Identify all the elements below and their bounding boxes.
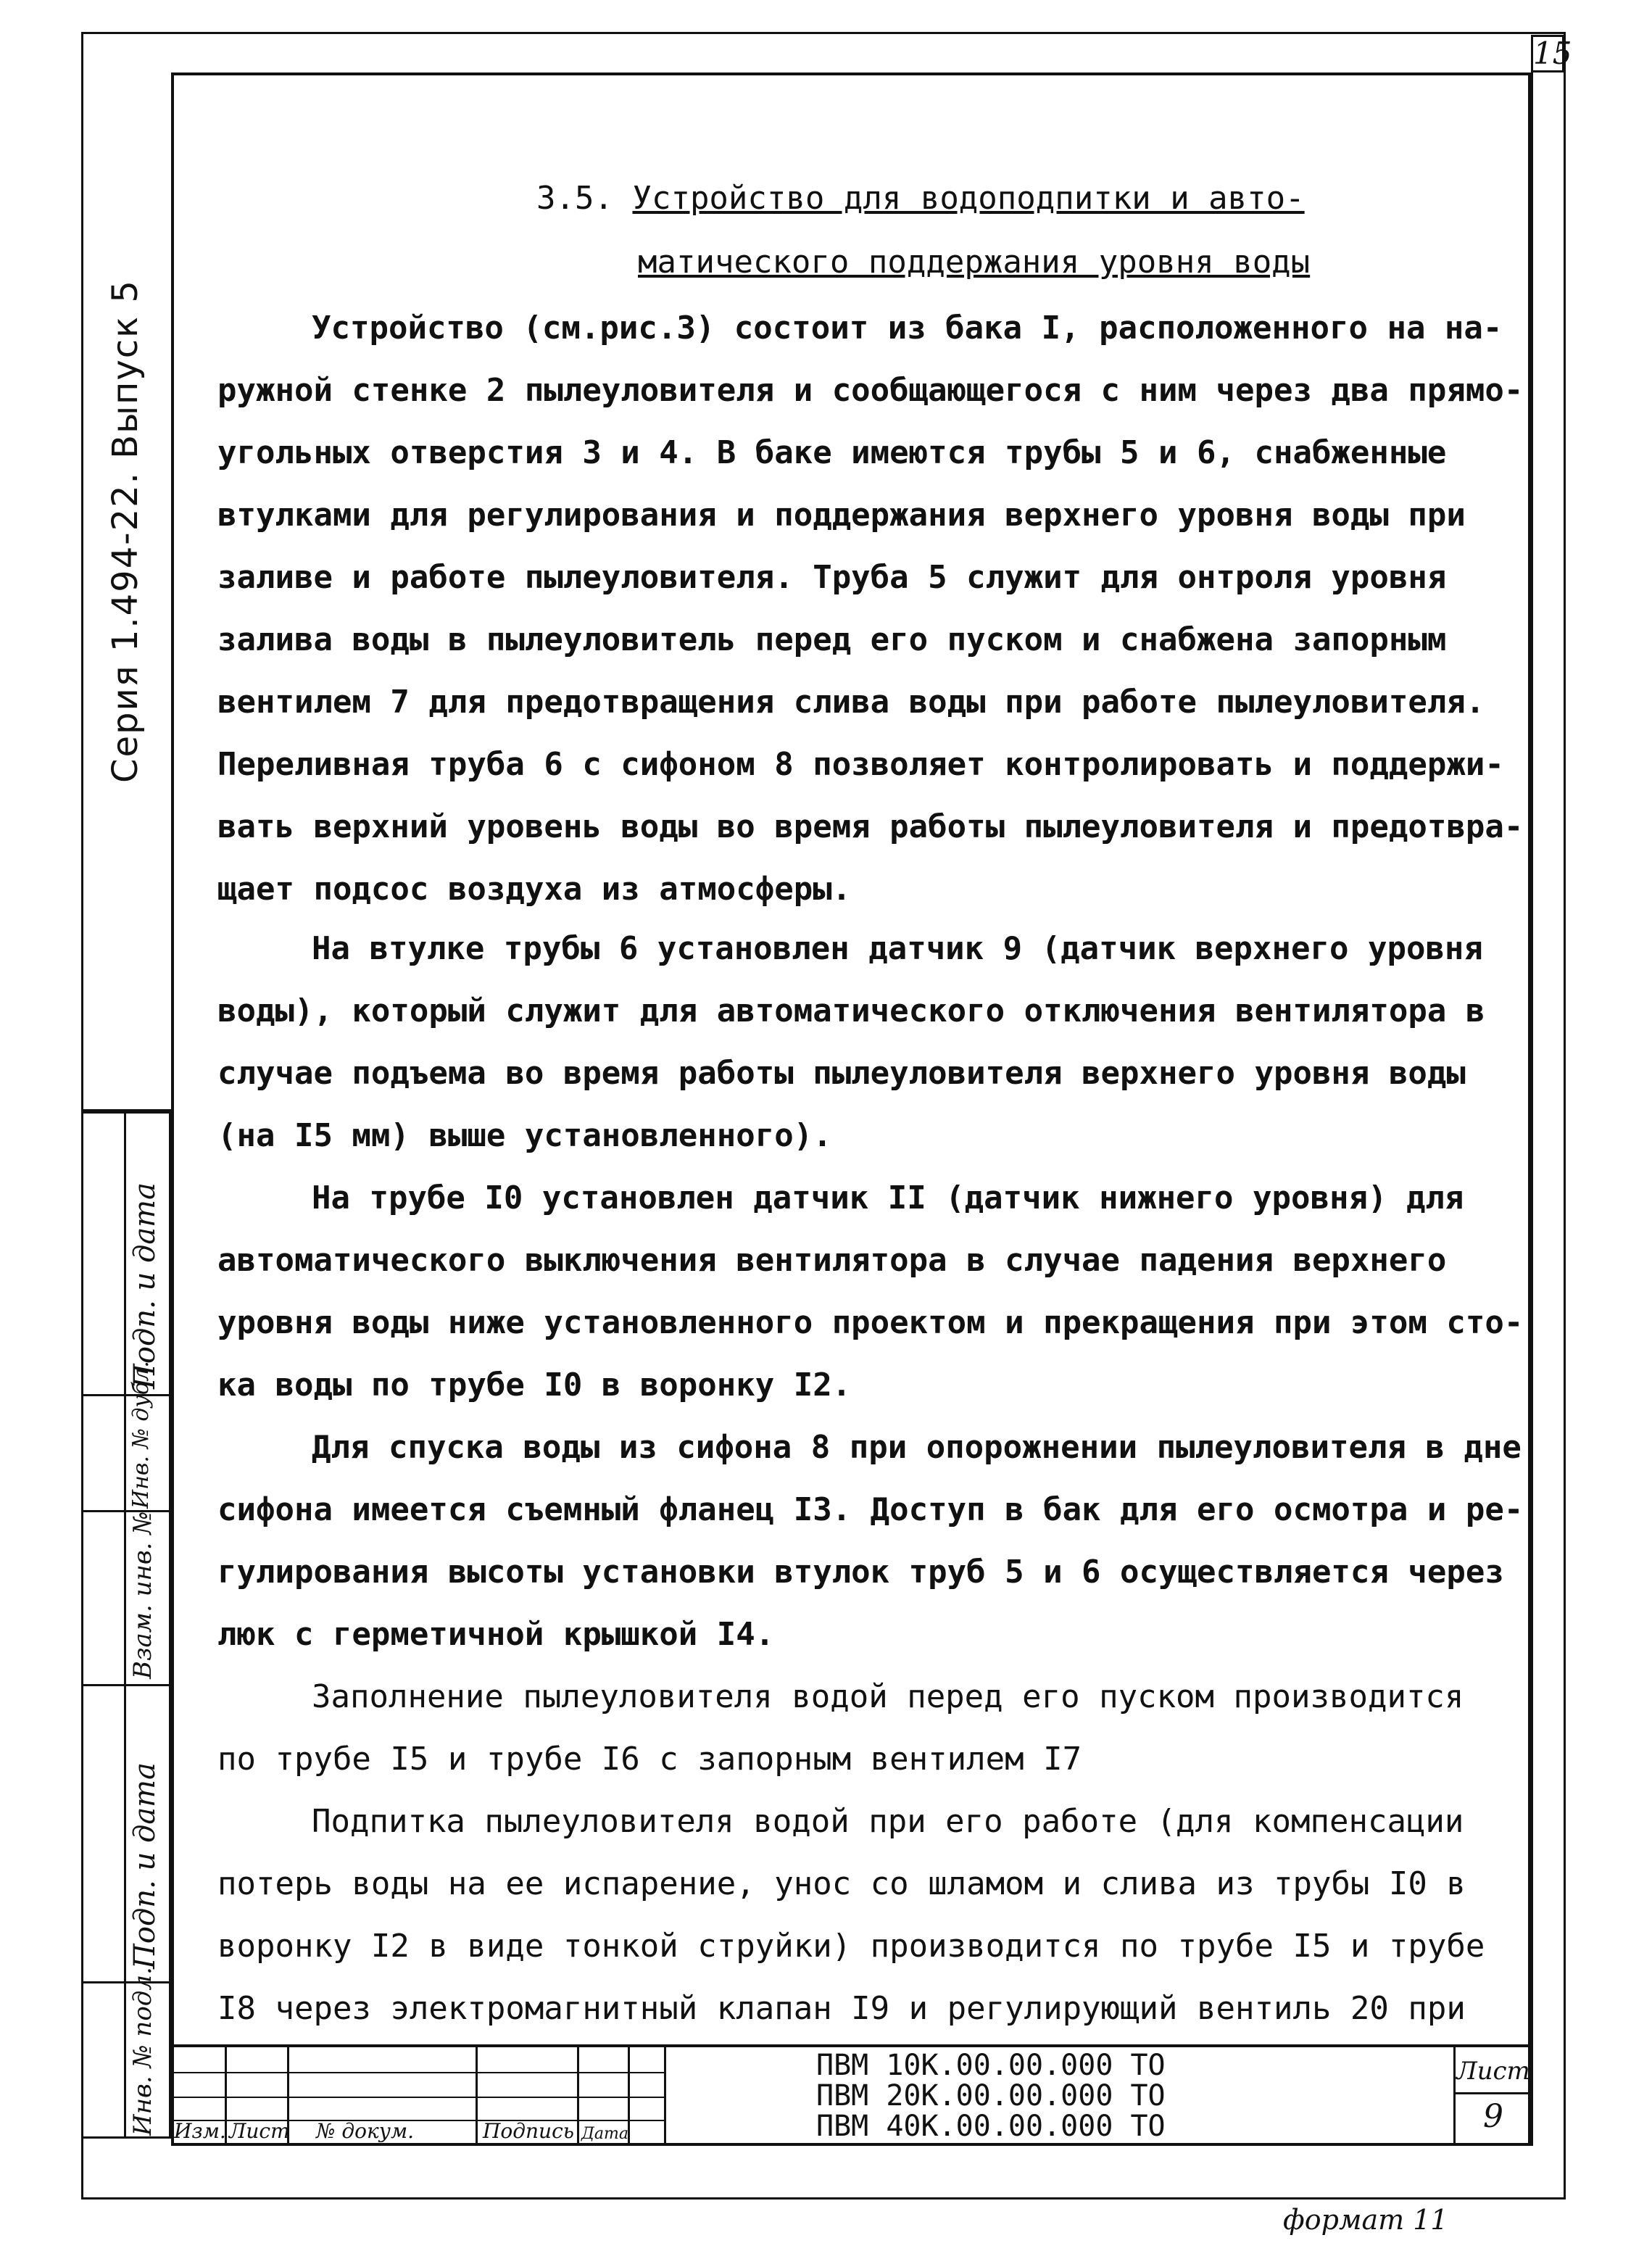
label-revision: Изм.	[174, 2119, 226, 2143]
text-line: Переливная труба 6 с сифоном 8 позволяет контролировать и поддержи-	[217, 746, 1504, 783]
side-cell-3	[83, 1510, 173, 1684]
text-line: Устройство (см.рис.3) состоит из бака I, расположенного на на-	[312, 310, 1503, 347]
side-stamp	[81, 1109, 171, 2139]
format-label: формат 11	[1283, 2204, 1448, 2236]
side-cell-4	[83, 1684, 173, 1981]
side-cell-1	[83, 1111, 173, 1394]
label-date: Дата	[581, 2125, 628, 2143]
document-codes	[816, 2050, 1166, 2142]
sheet-box	[1453, 2047, 1531, 2146]
section-title-line1: Устройство для водоподпитки и авто-	[632, 180, 1305, 217]
text-line: Для спуска воды из сифона 8 при опорожнении пылеуловителя в дне	[312, 1429, 1522, 1466]
text-line: сифона имеется съемный фланец I3. Доступ в бак для его осмотра и ре-	[217, 1491, 1524, 1528]
sheet-number: 9	[1483, 2098, 1503, 2135]
paragraph-4	[217, 1417, 1524, 1666]
text-line: угольных отверстия 3 и 4. В баке имеются трубы 5 и 6, снабженные	[217, 434, 1447, 471]
revision-grid	[171, 2047, 664, 2146]
page-mark: 15	[1531, 35, 1564, 72]
text-line: На трубе I0 установлен датчик II (датчик нижнего уровня) для	[312, 1179, 1464, 1216]
side-cell-2	[83, 1361, 173, 1510]
text-line: по трубе I5 и трубе I6 с запорным вентилем I7	[217, 1741, 1082, 1778]
paragraph-1	[217, 297, 1524, 921]
grid-line	[171, 2072, 664, 2073]
paragraph-3	[217, 1167, 1524, 1417]
document-code: ПВМ 20К.00.00.000 ТО	[816, 2079, 1166, 2113]
text-line: Подпитка пылеуловителя водой при его работе (для компенсации	[312, 1803, 1464, 1840]
paragraph-6	[217, 1791, 1508, 2040]
side-cell-label: Инв. № дубл.	[128, 1361, 154, 1509]
text-line: Заполнение пылеуловителя водой перед его пуском производится	[312, 1678, 1464, 1715]
grid-line	[476, 2047, 478, 2146]
text-line: случае подъема во время работы пылеуловителя верхнего уровня воды	[217, 1055, 1466, 1092]
text-line: вать верхний уровень воды во время работы пылеуловителя и предотвра-	[217, 808, 1524, 845]
text-line: вентилем 7 для предотвращения слива воды при работе пылеуловителя.	[217, 684, 1485, 721]
text-line: залива воды в пылеуловитель перед его пуском и снабжена запорным	[217, 621, 1447, 658]
text-line: ка воды по трубе I0 в воронку I2.	[217, 1367, 852, 1404]
text-line: гулирования высоты установки втулок труб 5 и 6 осуществляется через	[217, 1554, 1504, 1591]
label-sheet: Лист	[229, 2119, 290, 2143]
grid-line	[664, 2047, 666, 2146]
right-margin-strip	[1531, 72, 1563, 2146]
section-number: 3.5.	[536, 180, 613, 217]
text-line: щает подсос воздуха из атмосферы.	[217, 871, 852, 908]
text-line: ружной стенке 2 пылеуловителя и сообщающегося с ним через два прямо-	[217, 372, 1524, 409]
title-block	[171, 2044, 1531, 2146]
label-signature: Подпись	[483, 2119, 575, 2143]
side-cell-5	[83, 1967, 173, 2141]
text-line: На втулке трубы 6 установлен датчик 9 (датчик верхнего уровня	[312, 930, 1483, 967]
text-line: I8 через электромагнитный клапан I9 и регулирующий вентиль 20 при	[217, 1990, 1466, 2027]
paragraph-2	[217, 918, 1508, 1167]
side-cell-label: Взам. инв. №	[128, 1511, 157, 1679]
text-line: потерь воды на ее испарение, унос со шламом и слива из трубы I0 в	[217, 1865, 1466, 1902]
side-cell-label: Подп. и дата	[128, 1762, 162, 1969]
text-line: автоматического выключения вентилятора в случае падения верхнего	[217, 1242, 1447, 1279]
text-line: уровня воды ниже установленного проектом и прекращения при этом сто-	[217, 1304, 1524, 1341]
document-code: ПВМ 10К.00.00.000 ТО	[816, 2049, 1166, 2082]
series-label: Серия 1.494-22. Выпуск 5	[105, 279, 146, 783]
text-line: воды), который служит для автоматического отключения вентилятора в	[217, 992, 1485, 1029]
grid-line	[171, 2097, 664, 2098]
text-line: втулками для регулирования и поддержания верхнего уровня воды при	[217, 497, 1466, 534]
text-line: воронку I2 в виде тонкой струйки) производится по трубе I5 и трубе	[217, 1928, 1485, 1965]
sheet-label: Лист	[1456, 2050, 1531, 2094]
text-line: заливе и работе пылеуловителя. Труба 5 служит для онтроля уровня	[217, 559, 1447, 596]
label-doc-number: № докум.	[316, 2119, 415, 2143]
side-cell-label: Подп. и дата	[128, 1182, 162, 1389]
section-heading	[536, 180, 1305, 217]
document-code: ПВМ 40К.00.00.000 ТО	[816, 2110, 1166, 2143]
text-line: (на I5 мм) выше установленного).	[217, 1117, 832, 1154]
grid-line	[577, 2047, 579, 2146]
side-cell-label: Инв. № подл.	[128, 1967, 157, 2136]
text-line: люк с герметичной крышкой I4.	[217, 1616, 775, 1653]
section-title-line2: матического поддержания уровня воды	[638, 244, 1311, 281]
paragraph-5	[217, 1666, 1508, 1791]
